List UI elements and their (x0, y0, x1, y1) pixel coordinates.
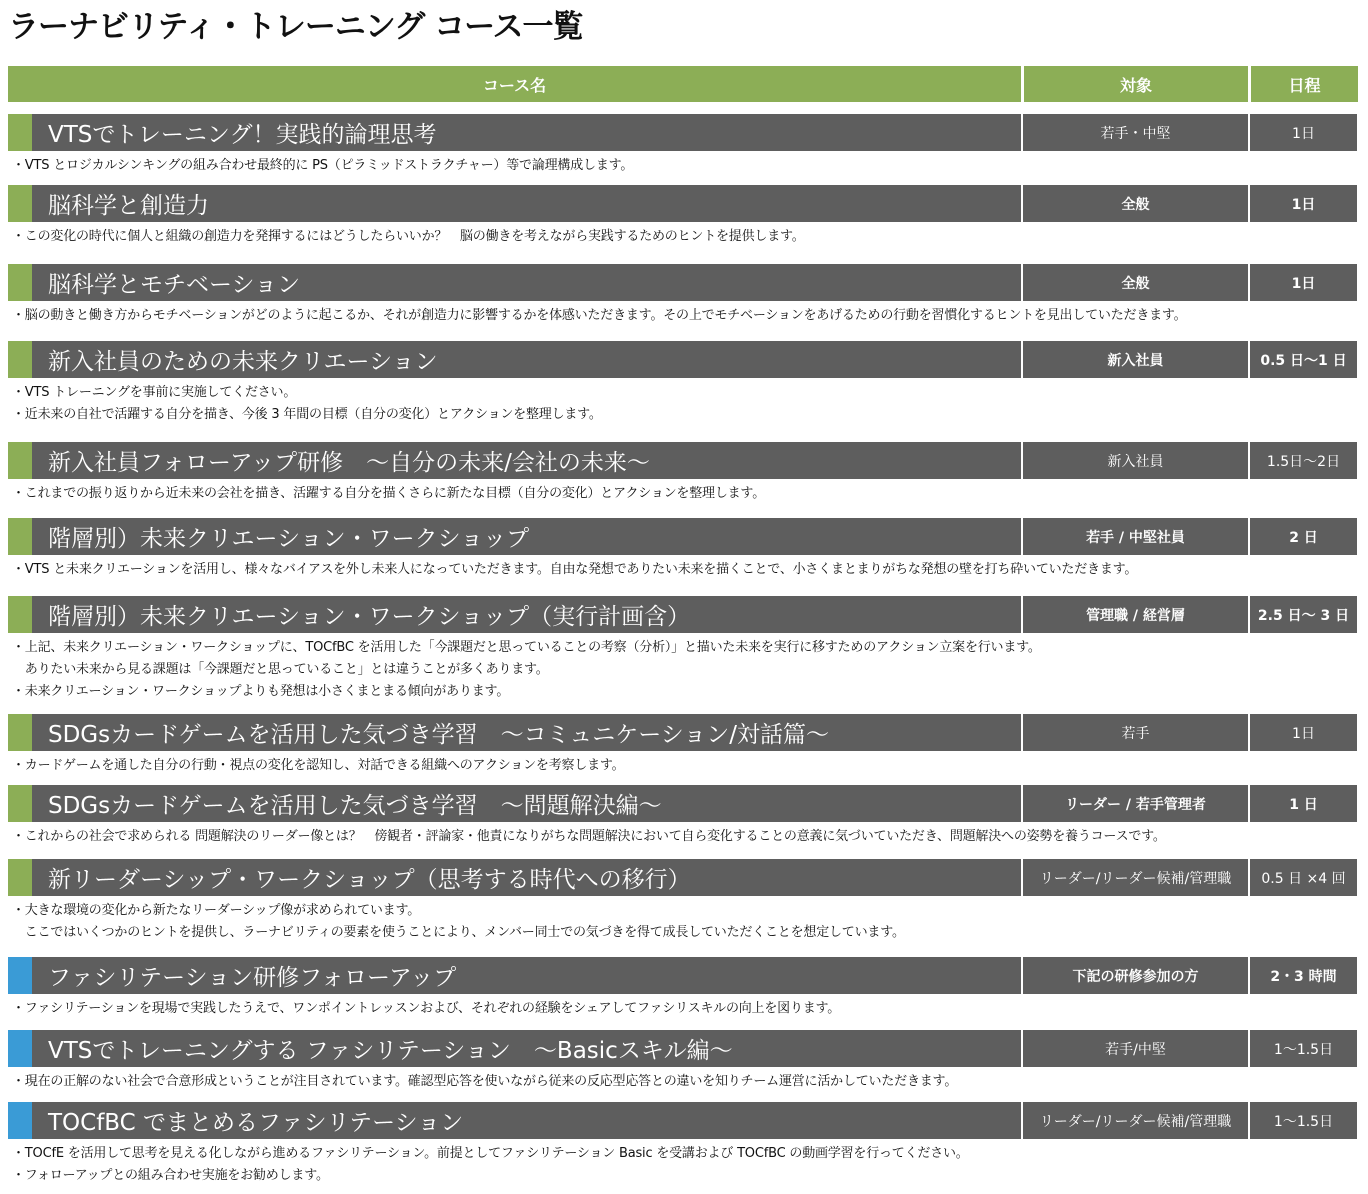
course-row (8, 185, 1358, 222)
course-block (8, 341, 1358, 426)
course-description-line: ・これからの社会で求められる 問題解決のリーダー像とは？ 傍観者・評論家・他責になりがちな問題解決において自ら変化することの意義に気づいていただき、問題解決への姿勢を養うコースです。 (12, 829, 1166, 844)
course-accent-bar (8, 1102, 32, 1139)
course-days: 0.5 日 ×4 回 (1250, 859, 1357, 896)
course-target: リーダー/リーダー候補/管理職 (1023, 859, 1248, 896)
course-block (8, 185, 1358, 248)
course-row (8, 264, 1358, 301)
course-target: リーダー / 若手管理者 (1023, 785, 1248, 822)
course-accent-bar (8, 341, 32, 378)
course-title: VTSでトレーニングする ファシリテーション ～Basicスキル編～ (32, 1030, 1021, 1067)
header-days: 日程 (1251, 66, 1358, 102)
course-title: 脳科学とモチベーション (32, 264, 1021, 301)
course-title: SDGsカードゲームを活用した気づき学習 ～コミュニケーション/対話篇～ (32, 714, 1021, 751)
course-days: 1 日 (1250, 785, 1357, 822)
course-days: 2.5 日～ 3 日 (1250, 596, 1357, 633)
course-accent-bar (8, 264, 32, 301)
course-description-line: ・VTS トレーニングを事前に実施してください。 (12, 385, 297, 400)
course-block (8, 859, 1358, 944)
course-target: 若手 (1023, 714, 1248, 751)
course-accent-bar (8, 185, 32, 222)
course-accent-bar (8, 442, 32, 479)
course-block (8, 596, 1358, 703)
course-block (8, 114, 1358, 177)
page-title: ラーナビリティ・トレーニング コース一覧 (8, 9, 583, 45)
course-days: 1日 (1250, 714, 1357, 751)
course-description-line: ・ファシリテーションを現場で実践したうえで、ワンポイントレッスンおよび、それぞれの経験をシェアしてファシリスキルの向上を図ります。 (12, 1001, 841, 1016)
table-header (8, 66, 1358, 102)
course-accent-bar (8, 596, 32, 633)
course-block (8, 442, 1358, 505)
course-description-line: ・VTS と未来クリエーションを活用し、様々なバイアスを外し未来人になっていただきます。自由な発想でありたい未来を描くことで、小さくまとまりがちな発想の壁を打ち砕いていただきます。 (12, 562, 1138, 577)
course-target: 管理職 / 経営層 (1023, 596, 1248, 633)
course-target: 若手・中堅 (1023, 114, 1248, 151)
course-target: 若手/中堅 (1023, 1030, 1248, 1067)
course-row (8, 341, 1358, 378)
course-description-line: ・TOCfE を活用して思考を見える化しながら進めるファシリテーション。前提としてファシリテーション Basic を受講および TOCfBC の動画学習を行ってください。 (12, 1146, 969, 1161)
course-title: 階層別）未来クリエーション・ワークショップ（実行計画含） (32, 596, 1021, 633)
course-days: 1.5日～2日 (1250, 442, 1357, 479)
header-target: 対象 (1024, 66, 1248, 102)
course-title: ファシリテーション研修フォローアップ (32, 957, 1021, 994)
course-target: 新入社員 (1023, 442, 1248, 479)
course-title: 脳科学と創造力 (32, 185, 1021, 222)
course-row (8, 714, 1358, 751)
course-target: 新入社員 (1023, 341, 1248, 378)
course-accent-bar (8, 714, 32, 751)
course-description-line: ありたい未来から見る課題は「今課題だと思っていること」とは違うことが多くあります。 (12, 662, 549, 677)
course-accent-bar (8, 859, 32, 896)
course-row (8, 859, 1358, 896)
course-description-line: ・現在の正解のない社会で合意形成ということが注目されています。確認型応答を使いながら従来の反応型応答との違いを知りチーム運営に活かしていただきます。 (12, 1074, 958, 1089)
course-title: 階層別）未来クリエーション・ワークショップ (32, 518, 1021, 555)
course-row (8, 1102, 1358, 1139)
course-description-line: ・脳の動きと働き方からモチベーションがどのように起こるか、それが創造力に影響するかを体感いただきます。その上でモチベーションをあげるための行動を習慣化するヒントを見出していただきます。 (12, 308, 1187, 323)
course-description-line: ・近未来の自社で活躍する自分を描き、今後 3 年間の目標（自分の変化）とアクションを整理します。 (12, 407, 602, 422)
course-days: 2・3 時間 (1250, 957, 1357, 994)
course-title: 新入社員のための未来クリエーション (32, 341, 1021, 378)
course-row (8, 442, 1358, 479)
course-row (8, 596, 1358, 633)
course-block (8, 264, 1358, 327)
course-target: 全般 (1023, 185, 1248, 222)
course-row (8, 1030, 1358, 1067)
course-description-line: ・上記、未来クリエーション・ワークショップに、TOCfBC を活用した「今課題だと思っていることの考察（分析）」と描いた未来を実行に移すためのアクション立案を行います。 (12, 640, 1041, 655)
course-accent-bar (8, 785, 32, 822)
course-days: 1日 (1250, 114, 1357, 151)
course-row (8, 957, 1358, 994)
course-days: 1～1.5日 (1250, 1102, 1357, 1139)
course-target: 下記の研修参加の方 (1023, 957, 1248, 994)
course-days: 1～1.5日 (1250, 1030, 1357, 1067)
course-accent-bar (8, 114, 32, 151)
course-days: 1日 (1250, 264, 1357, 301)
course-description-line: ・VTS とロジカルシンキングの組み合わせ最終的に PS（ピラミッドストラクチャー）等で論理構成します。 (12, 158, 634, 173)
course-block (8, 1102, 1358, 1187)
course-accent-bar (8, 1030, 32, 1067)
course-description-line: ・大きな環境の変化から新たなリーダーシップ像が求められています。 (12, 903, 421, 918)
course-row (8, 785, 1358, 822)
header-course-name: コース名 (8, 66, 1021, 102)
course-title: VTSでトレーニング！実践的論理思考 (32, 114, 1021, 151)
course-accent-bar (8, 957, 32, 994)
course-target: 全般 (1023, 264, 1248, 301)
course-target: リーダー/リーダー候補/管理職 (1023, 1102, 1248, 1139)
course-title: 新入社員フォローアップ研修 ～自分の未来/会社の未来～ (32, 442, 1021, 479)
course-description-line: ・フォローアップとの組み合わせ実施をお勧めします。 (12, 1168, 329, 1183)
course-description-line: ・カードゲームを通した自分の行動・視点の変化を認知し、対話できる組織へのアクションを考察します。 (12, 758, 625, 773)
course-row (8, 518, 1358, 555)
course-block (8, 518, 1358, 581)
course-days: 1日 (1250, 185, 1357, 222)
course-row (8, 114, 1358, 151)
course-block (8, 957, 1358, 1020)
course-title: SDGsカードゲームを活用した気づき学習 ～問題解決編～ (32, 785, 1021, 822)
course-description-line: ここではいくつかのヒントを提供し、ラーナビリティの要素を使うことにより、メンバー同士での気づきを得て成長していただくことを想定しています。 (12, 925, 905, 940)
course-days: 2 日 (1250, 518, 1357, 555)
course-description-line: ・未来クリエーション・ワークショップよりも発想は小さくまとまる傾向があります。 (12, 684, 510, 699)
course-target: 若手 / 中堅社員 (1023, 518, 1248, 555)
course-block (8, 1030, 1358, 1093)
course-title: 新リーダーシップ・ワークショップ（思考する時代への移行） (32, 859, 1021, 896)
course-block (8, 714, 1358, 777)
course-description-line: ・これまでの振り返りから近未来の会社を描き、活躍する自分を描くさらに新たな目標（自分の変化）とアクションを整理します。 (12, 486, 765, 501)
course-days: 0.5 日～1 日 (1250, 341, 1357, 378)
course-accent-bar (8, 518, 32, 555)
course-block (8, 785, 1358, 848)
course-description-line: ・この変化の時代に個人と組織の創造力を発揮するにはどうしたらいいか？ 脳の働きを考えながら実践するためのヒントを提供します。 (12, 229, 805, 244)
course-title: TOCfBC でまとめるファシリテーション (32, 1102, 1021, 1139)
